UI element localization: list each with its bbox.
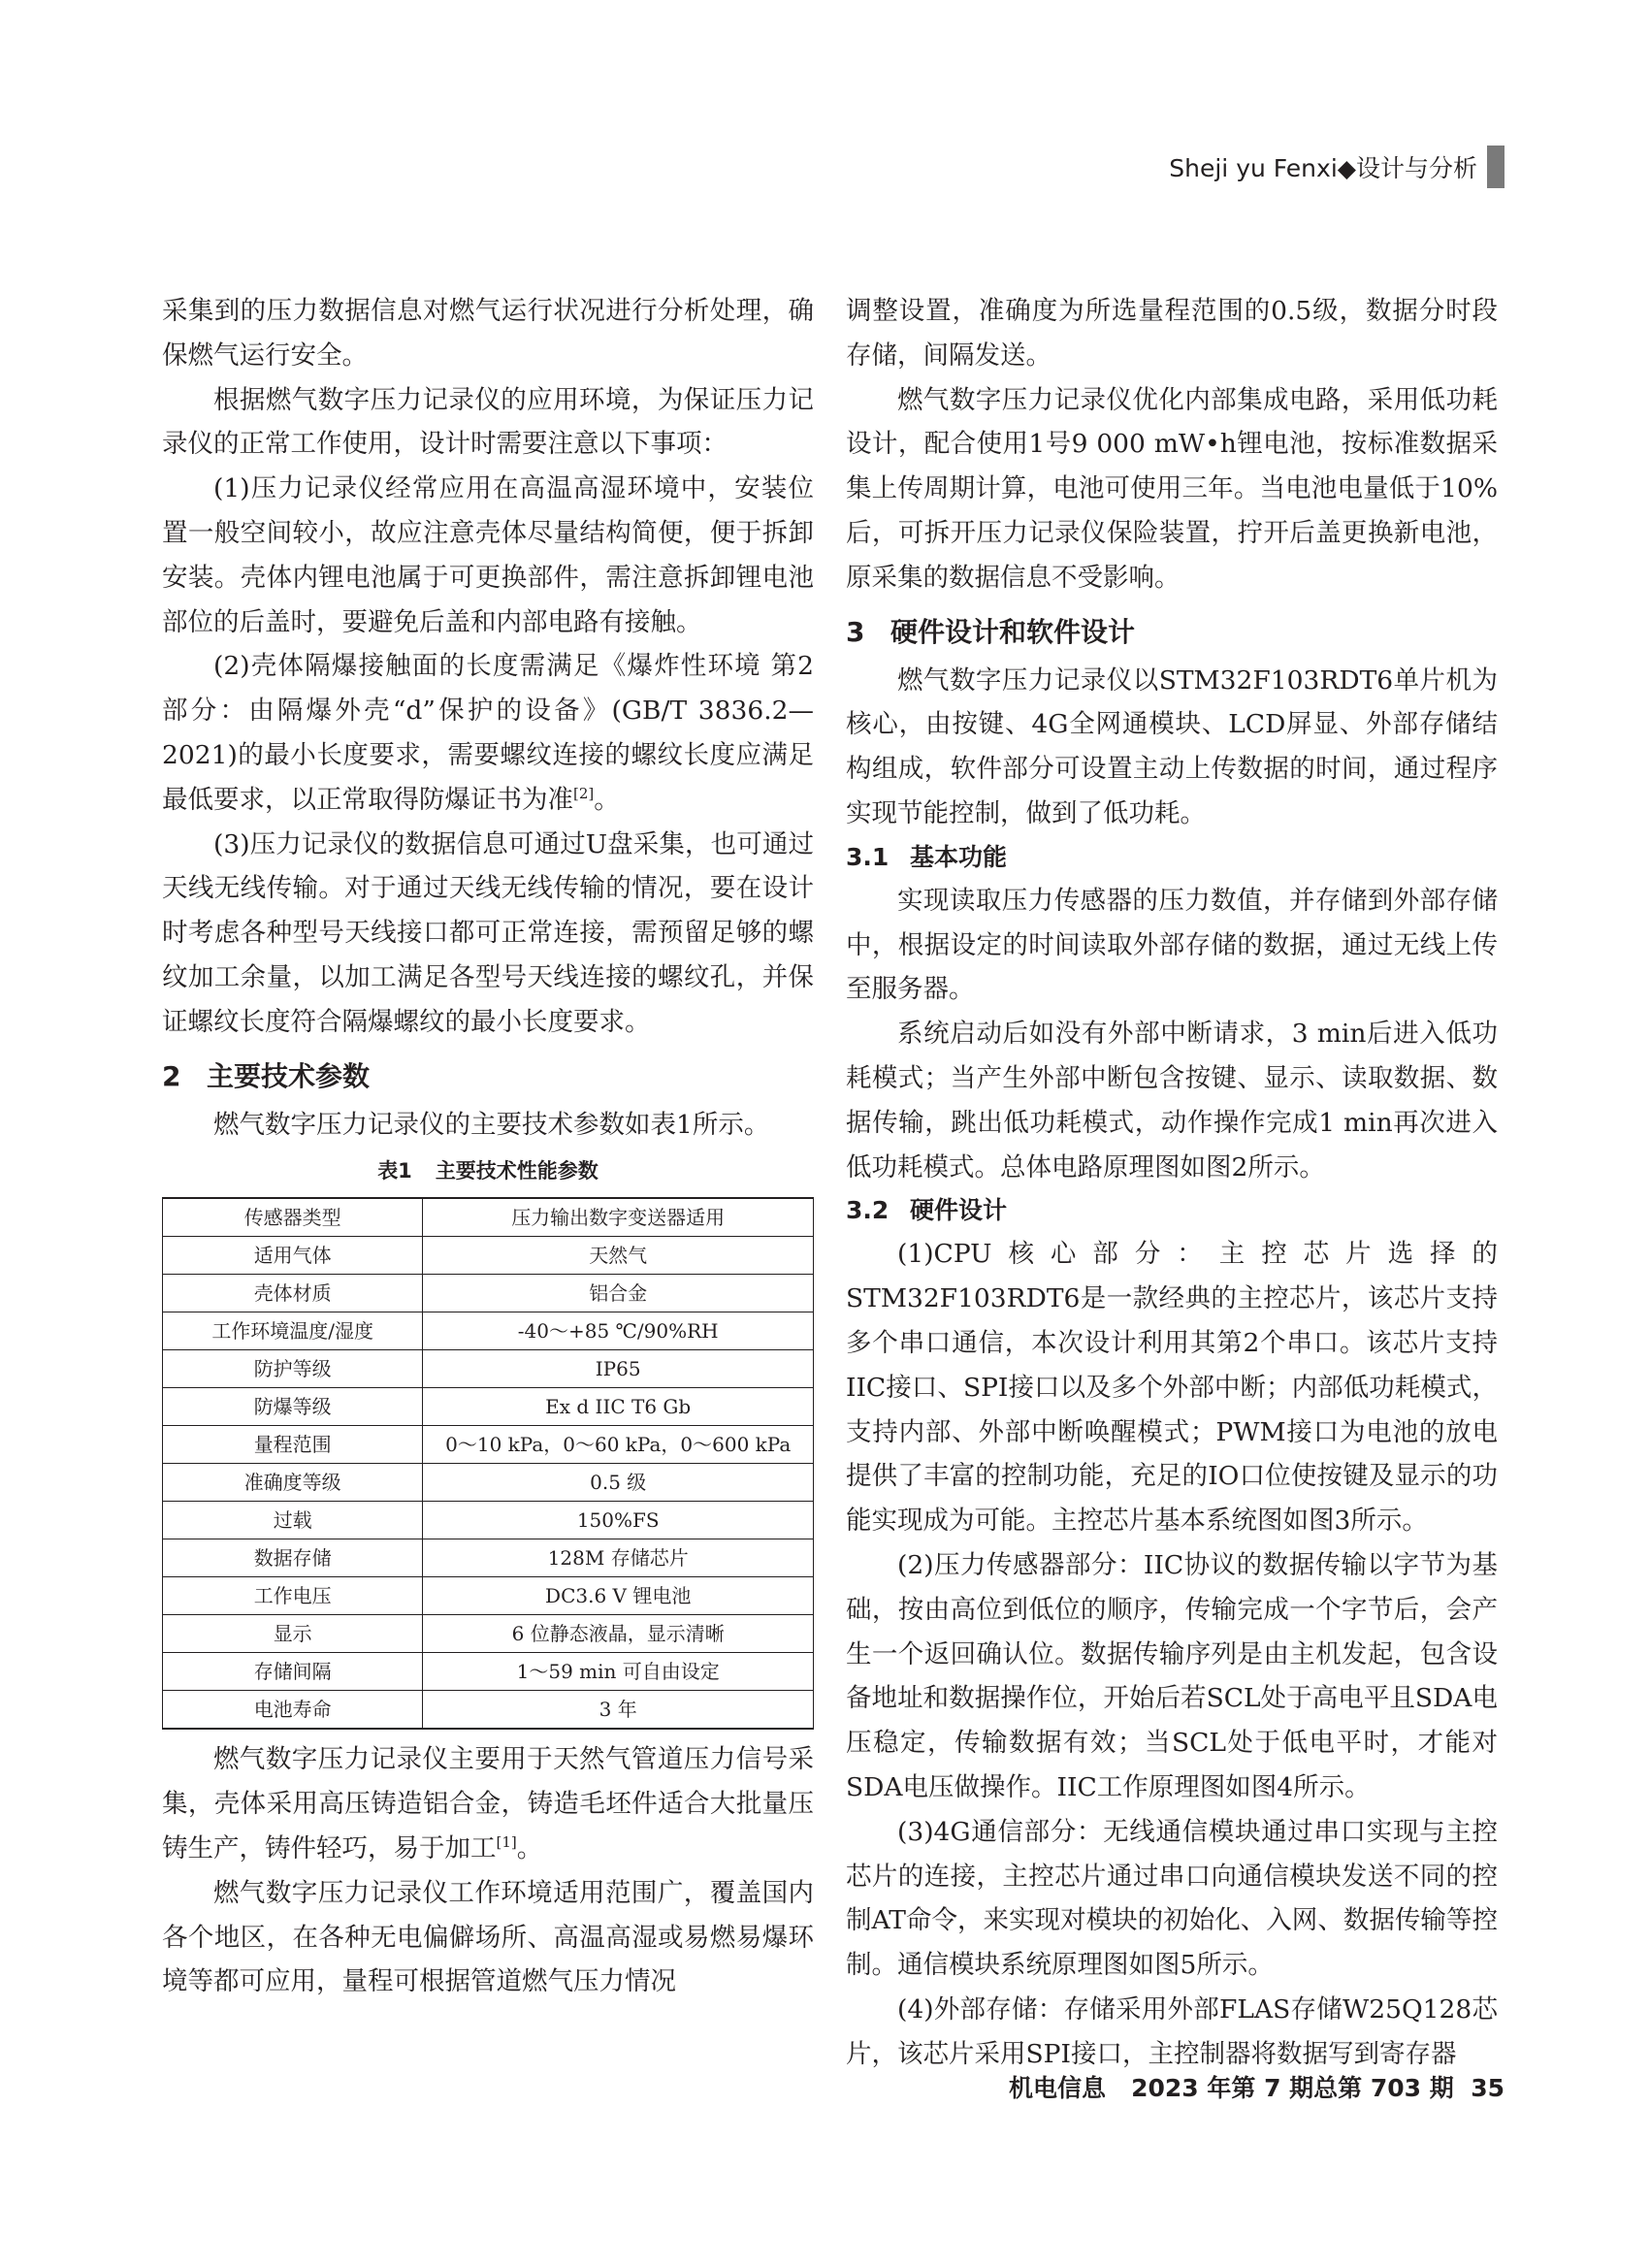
page-footer bbox=[1009, 2069, 1504, 2104]
table-row bbox=[163, 1464, 814, 1502]
table-row bbox=[163, 1691, 814, 1730]
parameter-value-cell: 压力输出数字变送器适用 bbox=[423, 1198, 814, 1237]
paragraph bbox=[162, 644, 814, 822]
right-column bbox=[846, 289, 1498, 2076]
parameter-name-cell: 存储间隔 bbox=[163, 1653, 423, 1691]
paragraph: 燃气数字压力记录仪工作环境适用范围广，覆盖国内各个地区，在各种无电偏僻场所、高温高湿或易燃易爆环境等都可应用，量程可根据管道燃气压力情况 bbox=[162, 1877, 814, 1997]
table-row bbox=[163, 1275, 814, 1312]
paragraph bbox=[162, 1737, 814, 1870]
paragraph: (2)压力传感器部分：IIC协议的数据传输以字节为基础，按由高位到低位的顺序，传输完成一个字节后，会产生一个返回确认位。数据传输序列是由主机发起，包含设备地址和数据操作位，开始后若SCL处于高电平且SDA电压稳定，传输数据有效；当SCL处于低电平时，才能对SDA电压做操作。IIC工作原理图如图4所示。 bbox=[846, 1549, 1498, 1802]
parameter-name-cell: 工作环境温度/湿度 bbox=[163, 1312, 423, 1350]
table-caption bbox=[162, 1156, 814, 1185]
table-row bbox=[163, 1653, 814, 1691]
parameter-value-cell: 6 位静态液晶，显示清晰 bbox=[423, 1615, 814, 1653]
parameter-name-cell: 适用气体 bbox=[163, 1237, 423, 1275]
subsection-title: 硬件设计 bbox=[910, 1196, 1008, 1225]
parameter-value-cell: IP65 bbox=[423, 1350, 814, 1388]
parameter-name-cell: 防爆等级 bbox=[163, 1388, 423, 1426]
paragraph: 调整设置，准确度为所选量程范围的0.5级，数据分时段存储，间隔发送。 bbox=[846, 296, 1498, 371]
paragraph-text: (2)壳体隔爆接触面的长度需满足《爆炸性环境 第2部分：由隔爆外壳“d”保护的设备》(GB/T 3836.2—2021)的最小长度要求，需要螺纹连接的螺纹长度应满足最低要求，以正常取得防爆证书为准 bbox=[162, 651, 814, 815]
subsection-number: 3.1 bbox=[846, 842, 890, 871]
paragraph: (3)4G通信部分：无线通信模块通过串口实现与主控芯片的连接，主控芯片通过串口向通信模块发送不同的控制AT命令，来实现对模块的初始化、入网、数据传输等控制。通信模块系统原理图如图5所示。 bbox=[846, 1816, 1498, 1981]
section-heading bbox=[846, 608, 1498, 657]
parameter-value-cell: 0.5 级 bbox=[423, 1464, 814, 1502]
parameter-value-cell: 150%FS bbox=[423, 1502, 814, 1539]
parameter-value-cell: 0～10 kPa，0～60 kPa，0～600 kPa bbox=[423, 1426, 814, 1464]
section-title: 主要技术参数 bbox=[207, 1059, 371, 1092]
citation-ref[interactable]: [2] bbox=[573, 784, 595, 802]
parameter-value-cell: 1～59 min 可自由设定 bbox=[423, 1653, 814, 1691]
parameter-name-cell: 防护等级 bbox=[163, 1350, 423, 1388]
section-number: 2 bbox=[162, 1059, 181, 1092]
issue-info: 2023 年第 7 期总第 703 期 bbox=[1131, 2074, 1454, 2102]
paragraph: 燃气数字压力记录仪优化内部集成电路，采用低功耗设计，配合使用1号9 000 mW•h锂电池，按标准数据采集上传周期计算，电池可使用三年。当电池电量低于10%后，可拆开压力记录仪保险装置，拧开后盖更换新电池，原采集的数据信息不受影响。 bbox=[846, 384, 1498, 593]
paragraph-end: 。 bbox=[594, 784, 620, 815]
paragraph: (3)压力记录仪的数据信息可通过U盘采集，也可通过天线无线传输。对于通过天线无线传输的情况，要在设计时考虑各种型号天线接口都可正常连接，需预留足够的螺纹加工余量，以加工满足各型号天线连接的螺纹孔，并保证螺纹长度符合隔爆螺纹的最小长度要求。 bbox=[162, 828, 814, 1037]
section-heading bbox=[162, 1053, 814, 1101]
table-row bbox=[163, 1577, 814, 1615]
journal-name: 机电信息 bbox=[1008, 2074, 1106, 2102]
parameter-value-cell: DC3.6 V 锂电池 bbox=[423, 1577, 814, 1615]
paragraph: 燃气数字压力记录仪的主要技术参数如表1所示。 bbox=[213, 1109, 770, 1140]
table-row bbox=[163, 1388, 814, 1426]
paragraph-text: 燃气数字压力记录仪主要用于天然气管道压力信号采集，壳体采用高压铸造铝合金，铸造毛坯件适合大批量压铸生产，铸件轻巧，易于加工 bbox=[162, 1744, 814, 1863]
parameter-name-cell: 工作电压 bbox=[163, 1577, 423, 1615]
paragraph: (1)压力记录仪经常应用在高温高湿环境中，安装位置一般空间较小，故应注意壳体尽量结构简便，便于拆卸安装。壳体内锂电池属于可更换部件，需注意拆卸锂电池部位的后盖时，要避免后盖和内部电路有接触。 bbox=[162, 473, 814, 637]
paragraph: (1)CPU核心部分：主控芯片选择的STM32F103RDT6是一款经典的主控芯片，该芯片支持多个串口通信，本次设计利用其第2个串口。该芯片支持IIC接口、SPI接口以及多个外部中断；内部低功耗模式，支持内部、外部中断唤醒模式；PWM接口为电池的放电提供了丰富的控制功能，充足的IO口位使按键及显示的功能实现成为可能。主控芯片基本系统图如图3所示。 bbox=[846, 1239, 1498, 1537]
table-row bbox=[163, 1426, 814, 1464]
page-number: 35 bbox=[1471, 2074, 1504, 2102]
section-title: 硬件设计和软件设计 bbox=[890, 615, 1136, 648]
running-title: Sheji yu Fenxi◆设计与分析 bbox=[1169, 154, 1477, 182]
table-row bbox=[163, 1350, 814, 1388]
paragraph: 采集到的压力数据信息对燃气运行状况进行分析处理，确保燃气运行安全。 bbox=[162, 296, 814, 371]
left-column bbox=[162, 289, 814, 2004]
parameter-name-cell: 传感器类型 bbox=[163, 1198, 423, 1237]
subsection-heading bbox=[846, 836, 1498, 879]
table-row bbox=[163, 1615, 814, 1653]
paragraph: 实现读取压力传感器的压力数值，并存储到外部存储中，根据设定的时间读取外部存储的数据，通过无线上传至服务器。 bbox=[846, 885, 1498, 1005]
parameter-name-cell: 量程范围 bbox=[163, 1426, 423, 1464]
table-row bbox=[163, 1198, 814, 1237]
parameter-value-cell: -40～+85 ℃/90%RH bbox=[423, 1312, 814, 1350]
parameter-name-cell: 数据存储 bbox=[163, 1539, 423, 1577]
table-row bbox=[163, 1539, 814, 1577]
table-row bbox=[163, 1502, 814, 1539]
header-bar-mark bbox=[1487, 146, 1504, 188]
paragraph: 系统启动后如没有外部中断请求，3 min后进入低功耗模式；当产生外部中断包含按键、显示、读取数据、数据传输，跳出低功耗模式，动作操作完成1 min再次进入低功耗模式。总体电路原理图如图2所示。 bbox=[846, 1019, 1498, 1183]
paragraph-end: 。 bbox=[516, 1832, 543, 1863]
citation-ref[interactable]: [1] bbox=[496, 1833, 517, 1852]
subsection-heading bbox=[846, 1189, 1498, 1232]
parameter-name-cell: 准确度等级 bbox=[163, 1464, 423, 1502]
parameter-value-cell: 天然气 bbox=[423, 1237, 814, 1275]
table-title: 主要技术性能参数 bbox=[435, 1159, 599, 1183]
parameter-name-cell: 显示 bbox=[163, 1615, 423, 1653]
parameter-name-cell: 电池寿命 bbox=[163, 1691, 423, 1730]
parameter-name-cell: 壳体材质 bbox=[163, 1275, 423, 1312]
table-row bbox=[163, 1312, 814, 1350]
subsection-title: 基本功能 bbox=[910, 842, 1008, 871]
parameters-table bbox=[162, 1197, 814, 1730]
table-row bbox=[163, 1237, 814, 1275]
section-number: 3 bbox=[846, 615, 865, 648]
paragraph: (4)外部存储：存储采用外部FLAS存储W25Q128芯片，该芯片采用SPI接口，主控制器将数据写到寄存器 bbox=[846, 1993, 1498, 2069]
parameter-value-cell: 铝合金 bbox=[423, 1275, 814, 1312]
paragraph: 燃气数字压力记录仪以STM32F103RDT6单片机为核心，由按键、4G全网通模块、LCD屏显、外部存储结构组成，软件部分可设置主动上传数据的时间，通过程序实现节能控制，做到了低功耗。 bbox=[846, 664, 1498, 828]
parameter-value-cell: 3 年 bbox=[423, 1691, 814, 1730]
parameter-name-cell: 过载 bbox=[163, 1502, 423, 1539]
subsection-number: 3.2 bbox=[846, 1196, 890, 1225]
table-number: 表1 bbox=[377, 1159, 412, 1183]
paragraph: 根据燃气数字压力记录仪的应用环境，为保证压力记录仪的正常工作使用，设计时需要注意以下事项： bbox=[162, 384, 814, 460]
parameter-value-cell: Ex d IIC T6 Gb bbox=[423, 1388, 814, 1426]
running-header bbox=[1169, 146, 1504, 188]
parameter-value-cell: 128M 存储芯片 bbox=[423, 1539, 814, 1577]
